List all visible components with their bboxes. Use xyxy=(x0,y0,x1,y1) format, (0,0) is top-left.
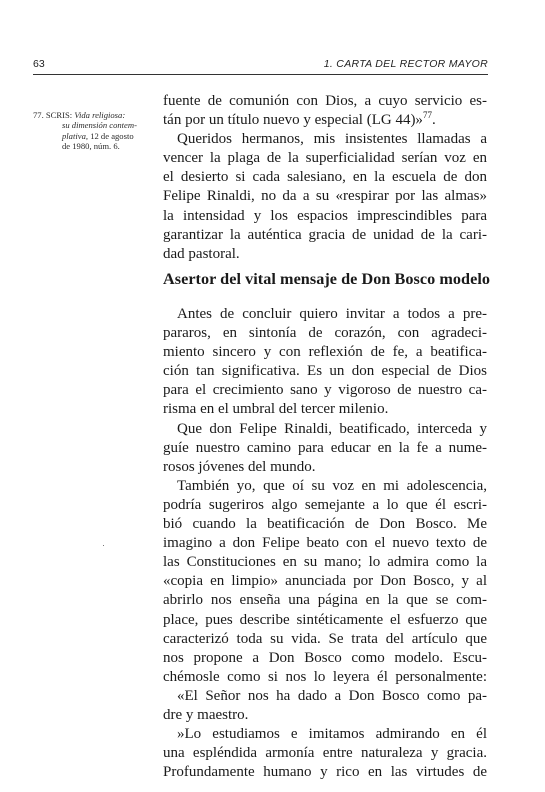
running-head xyxy=(33,58,488,72)
text-line: place, pues describe sintéticamente el esfuerzo que xyxy=(163,611,487,628)
page-number: 63 xyxy=(33,58,45,70)
text-line: dre y maestro. xyxy=(163,706,249,723)
text-line: ción tan significativa. Es un don especial de Dios xyxy=(163,363,487,380)
footnote-number: 77. xyxy=(33,110,44,120)
text-line: para el crecimiento sano y vigoroso de nuestro ca- xyxy=(163,382,487,399)
text-line: También yo, que oí su voz en mi adolescencia, xyxy=(177,477,487,494)
text-line: Antes de concluir quiero invitar a todos a pre- xyxy=(177,306,487,322)
footnote-reference: 77 xyxy=(422,110,432,121)
body-text-section xyxy=(163,305,487,782)
text-line: miento sincero y con reflexión de fe, a beatifica- xyxy=(163,344,487,361)
text-line: Felipe Rinaldi, no da a su «respirar por las almas» xyxy=(163,188,487,205)
text-line: vencer la plaga de la superficialidad serían voz en xyxy=(163,150,487,167)
text-line: fuente de comunión con Dios, a cuyo servicio es- xyxy=(163,93,487,109)
footnote-title-part: Vida religiosa: xyxy=(74,110,126,120)
text-line: Queridos hermanos, mis insistentes llamadas a xyxy=(177,131,487,148)
text-line xyxy=(163,111,487,130)
text-line: la intensidad y los espacios imprescindibles para xyxy=(163,207,487,224)
text-line: «copia en limpio» anunciada por Don Bosco, y al xyxy=(163,573,487,590)
footnote-date: de 1980, núm. 6. xyxy=(62,141,120,152)
text-line: las Constituciones en su mano; lo admira como la xyxy=(163,554,487,571)
text-line: Profundamente humano y rico en las virtudes de xyxy=(163,764,487,781)
text-line: guíe nuestro camino para educar en la fe a nume- xyxy=(163,439,487,456)
text-line: »Lo estudiamos e imitamos admirando en él xyxy=(177,726,487,743)
footnote-title-part: su dimensión contem- xyxy=(62,120,137,131)
text-line-content: tán por un título nuevo y especial (LG 44)» xyxy=(163,112,423,129)
text-line: nos propone a Don Bosco como modelo. Escu- xyxy=(163,649,487,666)
text-line: «El Señor nos ha dado a Don Bosco como pa- xyxy=(177,687,487,704)
text-line: dad pastoral. xyxy=(163,245,240,262)
text-line: garantizar la auténtica gracia de unidad de la cari- xyxy=(163,226,487,243)
text-line: podría sugeriros algo semejante a lo que él escri- xyxy=(163,496,487,513)
margin-mark xyxy=(103,545,104,546)
text-line: Que don Felipe Rinaldi, beatificado, interceda y xyxy=(177,420,487,437)
text-line: chémosle como si nos lo leyera él personalmente: xyxy=(163,668,487,685)
text-line: abrirlo nos enseña una página en la que se com- xyxy=(163,592,487,609)
text-line: pararos, en sintonía de corazón, con agradeci- xyxy=(163,325,487,342)
text-line: rosos jóvenes del mundo. xyxy=(163,458,316,475)
section-heading: Asertor del vital mensaje de Don Bosco modelo xyxy=(163,270,491,288)
text-line: risma en el umbral del tercer milenio. xyxy=(163,401,389,418)
footnote-reference-tail: . xyxy=(431,112,436,129)
text-line: una espléndida armonía entre naturaleza y gracia. xyxy=(163,745,487,762)
text-line: el desierto si cada salesiano, en la escuela de don xyxy=(163,169,487,186)
text-line: caracterizó toda su vida. Se trata del artículo que xyxy=(163,630,487,647)
footnote-line xyxy=(33,110,163,120)
header-rule xyxy=(33,74,488,75)
footnote-title-part: plativa, xyxy=(62,130,89,141)
margin-footnote xyxy=(33,110,163,152)
text-line: imagino a don Felipe beato con el nuevo texto de xyxy=(163,535,487,552)
body-text-continuation xyxy=(163,92,487,264)
text-line: bió cuando la beatificación de Don Bosco. Me xyxy=(163,516,487,533)
footnote-line xyxy=(33,131,163,141)
running-section-title: 1. CARTA DEL RECTOR MAYOR xyxy=(323,58,488,70)
footnote-date: 12 de agosto xyxy=(90,130,134,141)
footnote-source: SCRIS: xyxy=(45,110,73,120)
